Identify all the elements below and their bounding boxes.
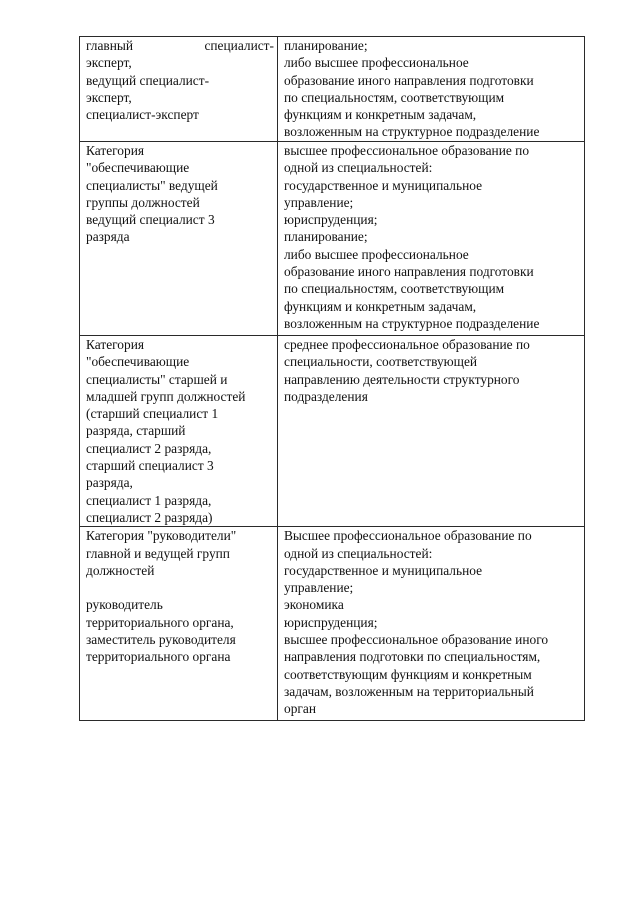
cell-text-line: специалисты" старшей и: [86, 371, 228, 387]
cell-text-line: [86, 37, 274, 54]
blank-line: [86, 579, 274, 596]
cell-text-line: государственное и муниципальное: [284, 562, 483, 578]
cell-text-word: специалист-: [204, 38, 274, 53]
cell-text-line: специалист-эксперт: [86, 107, 199, 123]
cell-text-line: эксперт,: [86, 55, 132, 71]
cell-text-line: группы должностей: [86, 194, 200, 210]
cell-text-line: направления подготовки по специальностям,: [284, 649, 541, 665]
cell-text-line: одной из специальностей:: [284, 545, 433, 561]
cell-text-line: эксперт,: [86, 89, 132, 105]
cell-text-line: Высшее профессиональное образование по: [284, 528, 532, 544]
cell-text-line: возложенным на структурное подразделение: [284, 315, 540, 331]
table-row: [80, 37, 585, 142]
qualification-requirements-table: [79, 36, 585, 721]
cell-text-line: юриспруденция;: [284, 212, 378, 228]
cell-text-line: ведущий специалист 3: [86, 212, 215, 228]
cell-text-line: направлению деятельности структурного: [284, 371, 520, 387]
cell-text-line: "обеспечивающие: [86, 160, 190, 176]
position-category-cell: [80, 336, 278, 527]
cell-text-line: Категория "руководители": [86, 528, 237, 544]
cell-text-line: юриспруденция;: [284, 614, 378, 630]
cell-text-line: специалист 2 разряда): [86, 509, 213, 525]
education-requirements-cell: [278, 527, 585, 721]
education-requirements-cell: [278, 37, 585, 142]
cell-text-line: орган: [284, 701, 316, 717]
cell-text-line: соответствующим функциям и конкретным: [284, 666, 532, 682]
cell-text-line: по специальностям, соответствующим: [284, 89, 505, 105]
education-requirements-cell: [278, 142, 585, 336]
education-requirements-cell: [278, 336, 585, 527]
cell-text-line: одной из специальностей:: [284, 160, 433, 176]
cell-text-line: старший специалист 3: [86, 458, 214, 474]
table-row: [80, 527, 585, 721]
cell-text-line: разряда: [86, 229, 130, 245]
table-row: [80, 336, 585, 527]
cell-text-line: среднее профессиональное образование по: [284, 337, 530, 352]
position-category-cell: [80, 527, 278, 721]
cell-text-line: Категория: [86, 143, 145, 158]
cell-text-line: функциям и конкретным задачам,: [284, 298, 477, 314]
cell-text-line: "обеспечивающие: [86, 354, 190, 370]
position-category-cell: [80, 37, 278, 142]
cell-text-line: специалисты" ведущей: [86, 177, 218, 193]
position-category-cell: [80, 142, 278, 336]
cell-text-line: экономика: [284, 597, 344, 613]
cell-text-line: управление;: [284, 580, 354, 596]
table-row: [80, 142, 585, 336]
cell-text-line: территориального органа: [86, 649, 231, 665]
cell-text-line: государственное и муниципальное: [284, 177, 483, 193]
cell-text-line: задачам, возложенным на территориальный: [284, 683, 534, 699]
cell-text-line: планирование;: [284, 38, 368, 53]
cell-text-line: специалист 2 разряда,: [86, 440, 212, 456]
cell-text-line: функциям и конкретным задачам,: [284, 107, 477, 123]
cell-text-line: Категория: [86, 337, 145, 352]
cell-text-word: главный: [86, 38, 134, 53]
cell-text-line: высшее профессиональное образование иного: [284, 632, 549, 648]
cell-text-line: образование иного направления подготовки: [284, 264, 534, 280]
cell-text-line: подразделения: [284, 388, 368, 404]
cell-text-line: планирование;: [284, 229, 368, 245]
cell-text-line: территориального органа,: [86, 614, 234, 630]
cell-text-line: специалист 1 разряда,: [86, 492, 212, 508]
cell-text-line: руководитель: [86, 597, 163, 613]
cell-text-line: заместитель руководителя: [86, 632, 236, 648]
cell-text-line: главной и ведущей групп: [86, 545, 230, 561]
cell-text-line: образование иного направления подготовки: [284, 72, 534, 88]
cell-text-line: ведущий специалист-: [86, 72, 210, 88]
cell-text-line: разряда, старший: [86, 423, 186, 439]
cell-text-line: специальности, соответствующей: [284, 354, 478, 370]
cell-text-line: должностей: [86, 562, 155, 578]
cell-text-line: возложенным на структурное подразделение: [284, 124, 540, 140]
cell-text-line: разряда,: [86, 475, 133, 491]
cell-text-line: по специальностям, соответствующим: [284, 281, 505, 297]
cell-text-line: младшей групп должностей: [86, 388, 246, 404]
cell-text-line: высшее профессиональное образование по: [284, 143, 530, 158]
cell-text-line: либо высшее профессиональное: [284, 246, 469, 262]
cell-text-line: либо высшее профессиональное: [284, 55, 469, 71]
cell-text-line: управление;: [284, 194, 354, 210]
cell-text-line: (старший специалист 1: [86, 406, 219, 422]
